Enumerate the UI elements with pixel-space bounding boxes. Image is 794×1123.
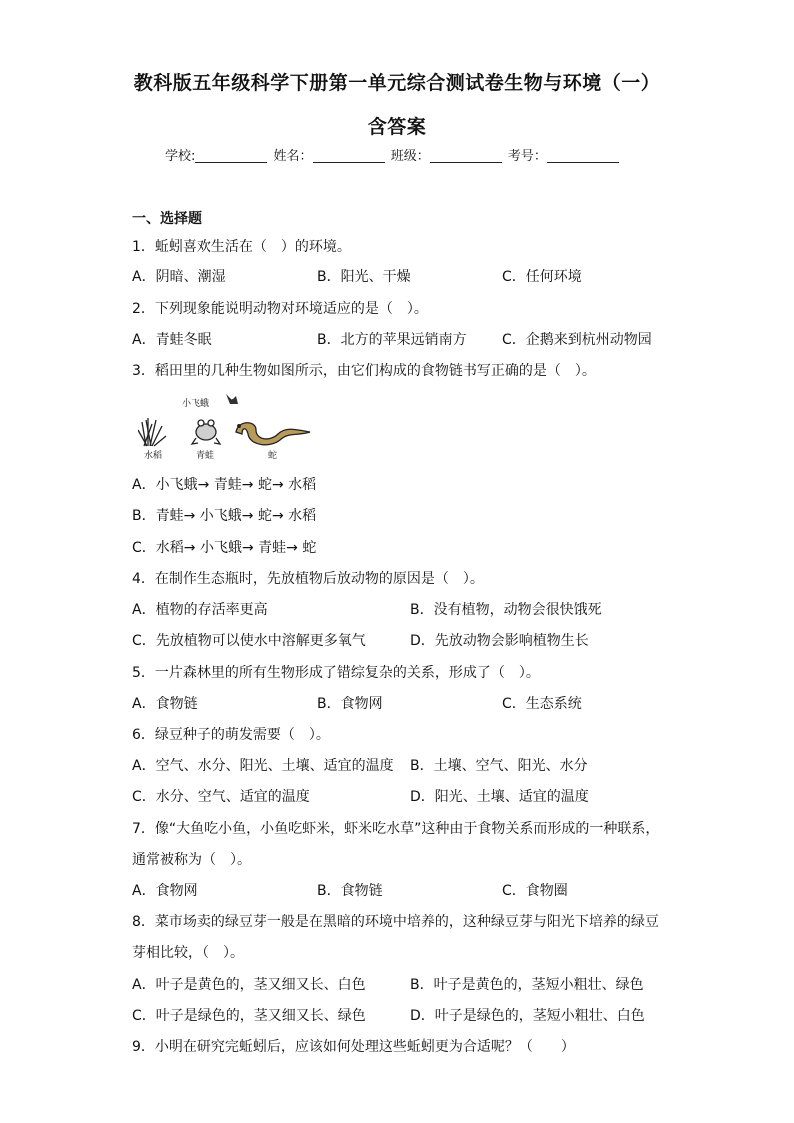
option: A．食物网 bbox=[132, 883, 198, 899]
option: D．叶子是绿色的，茎短小粗壮、白色 bbox=[410, 1008, 645, 1024]
option: C．任何环境 bbox=[502, 269, 582, 285]
moth-icon bbox=[226, 394, 238, 404]
rice-label: 水稻 bbox=[144, 451, 163, 461]
option: B．没有植物，动物会很快饿死 bbox=[410, 602, 602, 618]
option: C．叶子是绿色的，茎又细又长、绿色 bbox=[132, 1008, 366, 1024]
option: C．企鹅来到杭州动物园 bbox=[502, 332, 652, 348]
food-chain-illustration bbox=[138, 392, 318, 462]
school-field[interactable] bbox=[195, 148, 267, 163]
question-stem: 5．一片森林里的所有生物形成了错综复杂的关系，形成了（ ）。 bbox=[132, 665, 540, 681]
rice-plant-icon bbox=[138, 418, 166, 446]
moth-label: 小飞蛾 bbox=[182, 399, 210, 409]
section-title: 一、选择题 bbox=[132, 211, 202, 227]
question-stem: 1．蚯蚓喜欢生活在（ ）的环境。 bbox=[132, 239, 351, 255]
school-label: 学校: bbox=[165, 149, 196, 164]
question-stem-cont: 芽相比较，（ ）。 bbox=[132, 945, 244, 961]
class-label: 班级： bbox=[390, 149, 430, 164]
option: C．食物圈 bbox=[502, 883, 568, 899]
page-title-line2: 含答案 bbox=[367, 116, 427, 138]
question-stem-cont: 通常被称为（ ）。 bbox=[132, 852, 251, 868]
class-field[interactable] bbox=[430, 148, 502, 163]
food-chain-figure bbox=[138, 392, 318, 462]
option: B．土壤、空气、阳光、水分 bbox=[410, 758, 588, 774]
question-stem: 8．菜市场卖的绿豆芽一般是在黑暗的环境中培养的，这种绿豆芽与阳光下培养的绿豆 bbox=[132, 914, 659, 930]
question-stem: 7．像“大鱼吃小鱼，小鱼吃虾米，虾米吃水草”这种由于食物关系而形成的一种联系， bbox=[132, 821, 660, 837]
number-field[interactable] bbox=[547, 148, 619, 163]
option: D．先放动物会影响植物生长 bbox=[410, 633, 589, 649]
option: C．生态系统 bbox=[502, 696, 582, 712]
option: B．青蛙→ 小飞蛾→ 蛇→ 水稻 bbox=[132, 508, 317, 524]
page-title: 教科版五年级科学下册第一单元综合测试卷生物与环境（一） bbox=[133, 72, 661, 94]
option: A．植物的存活率更高 bbox=[132, 602, 268, 618]
number-label: 考号： bbox=[507, 149, 547, 164]
option: A．空气、水分、阳光、土壤、适宜的温度 bbox=[132, 758, 394, 774]
option: B．食物链 bbox=[317, 883, 383, 899]
option: A．小飞蛾→ 青蛙→ 蛇→ 水稻 bbox=[132, 477, 317, 493]
name-label: 姓名： bbox=[273, 149, 313, 164]
question-stem: 9．小明在研究完蚯蚓后，应该如何处理这些蚯蚓更为合适呢？（ ） bbox=[132, 1039, 575, 1055]
name-field[interactable] bbox=[313, 148, 385, 163]
option: B．北方的苹果远销南方 bbox=[317, 332, 467, 348]
student-info-row bbox=[165, 145, 621, 164]
option: A．食物链 bbox=[132, 696, 198, 712]
option: D．阳光、土壤、适宜的温度 bbox=[410, 789, 589, 805]
question-stem: 4．在制作生态瓶时，先放植物后放动物的原因是（ ）。 bbox=[132, 571, 484, 587]
question-stem: 2．下列现象能说明动物对环境适应的是（ ）。 bbox=[132, 301, 428, 317]
question-stem: 6．绿豆种子的萌发需要（ ）。 bbox=[132, 727, 330, 743]
option: C．水分、空气、适宜的温度 bbox=[132, 789, 310, 805]
option: B．叶子是黄色的，茎短小粗壮、绿色 bbox=[410, 977, 644, 993]
option: B．阳光、干燥 bbox=[317, 269, 411, 285]
option: A．青蛙冬眠 bbox=[132, 332, 212, 348]
option: A．阴暗、潮湿 bbox=[132, 269, 226, 285]
option: C．水稻→ 小飞蛾→ 青蛙→ 蛇 bbox=[132, 540, 317, 556]
snake-label: 蛇 bbox=[268, 451, 278, 461]
option: C．先放植物可以使水中溶解更多氧气 bbox=[132, 633, 366, 649]
question-stem: 3．稻田里的几种生物如图所示，由它们构成的食物链书写正确的是（ ）。 bbox=[132, 363, 596, 379]
option: A．叶子是黄色的，茎又细又长、白色 bbox=[132, 977, 366, 993]
option: B．食物网 bbox=[317, 696, 383, 712]
frog-label: 青蛙 bbox=[196, 451, 215, 461]
snake-icon bbox=[236, 423, 310, 445]
frog-icon bbox=[192, 420, 220, 444]
